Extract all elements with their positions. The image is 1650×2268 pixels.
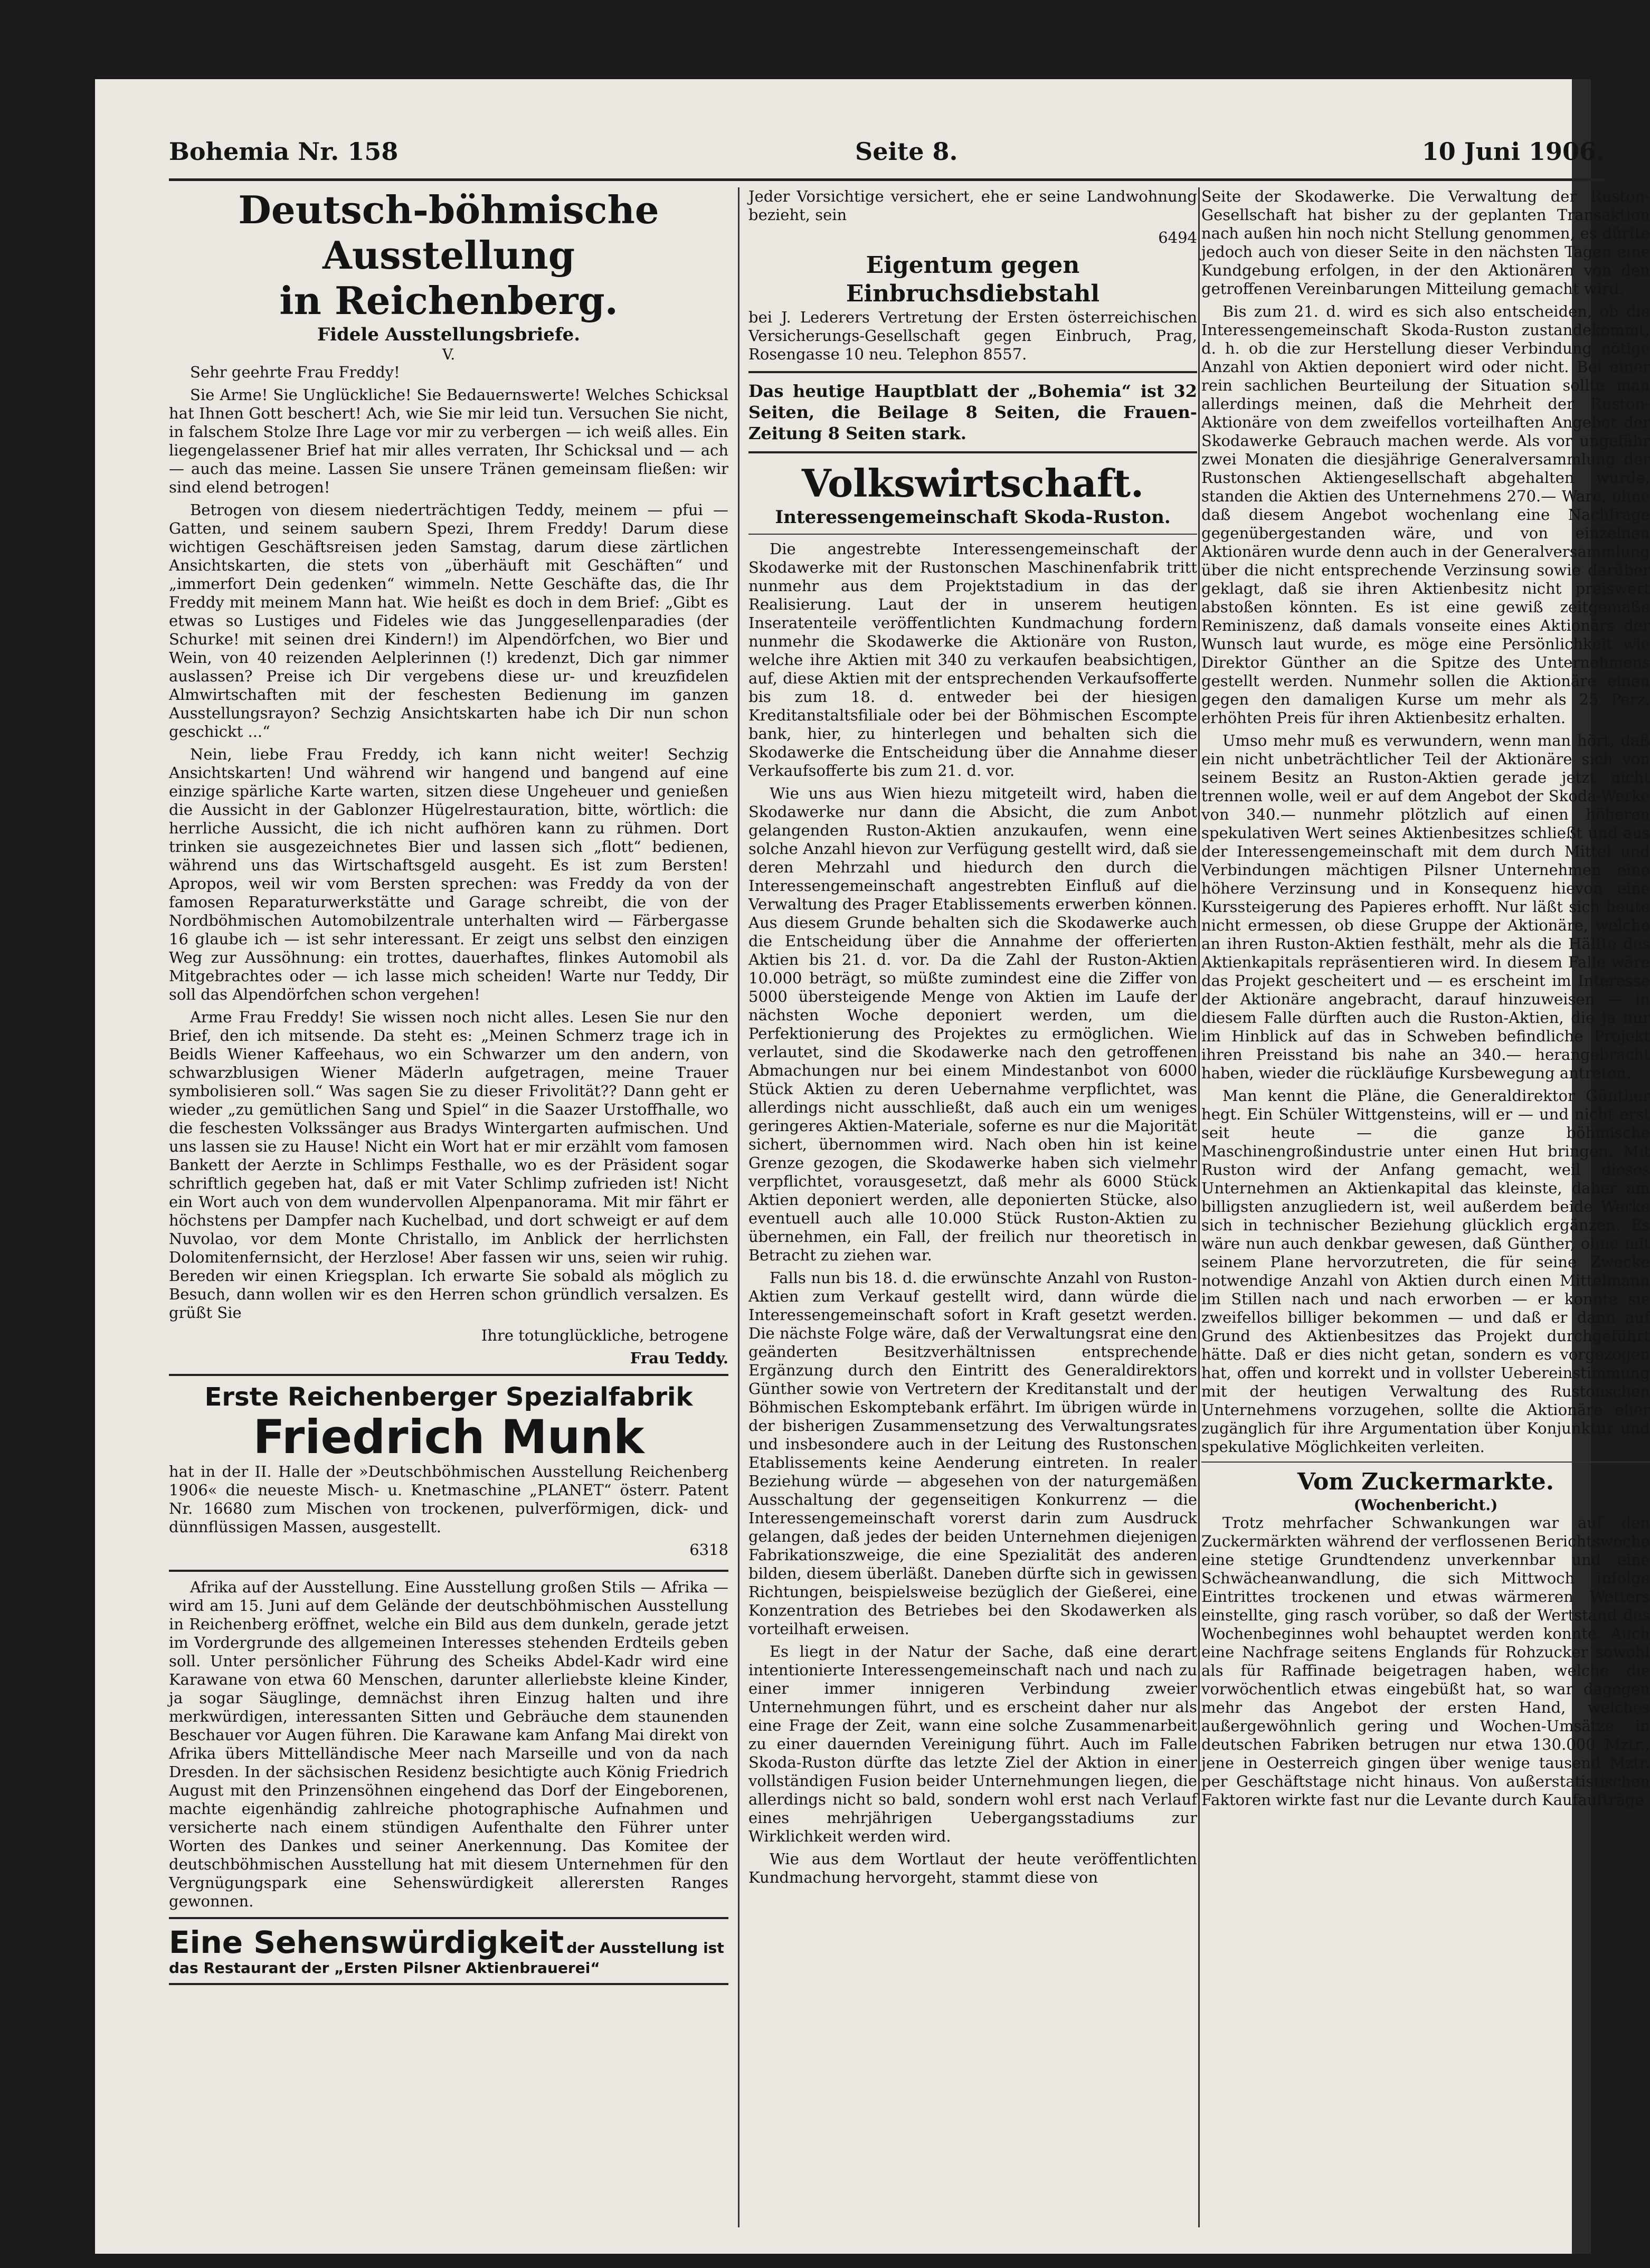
ad-restaurant-headline: Eine Sehenswürdigkeit <box>169 1924 564 1960</box>
masthead-rule <box>169 178 1605 181</box>
paragraph: Wie uns aus Wien hiezu mitgeteilt wird, haben die Skodawerke nur dann die Absicht, die zum Anbot gelangenden Ruston-Aktien anzukaufen, wenn eine solche Anzahl hievon zur Verfügung gestellt wird, daß sie deren Mehrzahl und hiedurch den durch die Interessengemeinschaft angestrebten Einfluß auf die Verwaltung des Prager Etablissements erwerben können. Aus diesem Grunde behalten sich die Skodawerke auch die Entscheidung über die Annahme der offerierten Aktien bis 21. d. vor. Da die Zahl der Ruston-Aktien 10.000 beträgt, so müßte zumindest eine die Ziffer von 5000 übersteigende Menge von Aktien im Laufe der nächsten Woche deponiert werden, um die Perfektionierung des Projektes zu ermöglichen. Wie verlautet, sind die Skodawerke nach den getroffenen Abmachungen nur bei einem Mindestanbot von 6000 Stück Aktien zu deren Uebernahme verpflichtet, was allerdings nicht ausschließt, daß auch ein um weniges geringeres Aktien-Materiale, soferne es nur die Majorität sichert, übernommen wird. Nach oben hin ist keine Grenze gezogen, die Skodawerke haben sich vielmehr verpflichtet, vorausgesetzt, daß mehr als 6000 Stück Aktien deponiert werden, alle deponierten Stücke, also eventuell auch alle 10.000 Stück Ruston-Aktien zu übernehmen, ein Fall, der freilich nur theoretisch in Betracht zu ziehen war. <box>748 784 1197 1264</box>
paragraph: Es liegt in der Natur der Sache, daß eine derart intentionierte Interessengemeinschaft nach und nach zu einer immer innigeren Verbindung zweier Unternehmungen führt, und es erscheint daher nur als eine Frage der Zeit, wann eine solche Zusammenarbeit zu einer dauernden Vereinigung führt. Auch im Falle Skoda-Ruston dürfte das letzte Ziel der Aktion in einer vollständigen Fusion beider Unternehmungen liegen, die allerdings nicht so bald, sondern wohl erst nach Verlauf eines mehrjährigen Uebergangsstadiums zur Wirklichkeit werden wird. <box>748 1643 1197 1845</box>
sugar-market-title: Vom Zuckermarkte. <box>1297 1468 1554 1495</box>
paragraph: Bis zum 21. d. wird es sich also entscheiden, ob die Interessengemeinschaft Skoda-Ruston zustandekommt, d. h. ob die zur Herstellung dieser Verbindung nötige Anzahl von Aktien deponiert wird oder nicht. Bei einer rein sachlichen Beurteilung der Situation sollte man allerdings meinen, daß die Mehrheit der Ruston-Aktionäre von dem zweifellos vorteilhaften Angebot der Skodawerke Gebrauch machen werde. Als vor ungefähr zwei Monaten die diesjährige Generalversammlung der Rustonschen Aktiengesellschaft abgehalten wurde, standen die Aktien des Unternehmens 270.— Ware, ohne daß diesem Angebot wochenlang eine Nachfrage gegenübergestanden wäre, und von einzelnen Aktionären wurde denn auch in der Generalversammlung über die nicht entsprechende Verzinsung sowie darüber geklagt, daß sie ihren Aktienbesitz nicht preiswert abstoßen könnten. Es ist eine gewiß zeitgemäße Reminiszenz, daß damals vonseite eines Aktionärs der Wunsch laut wurde, es möge eine Persönlichkeit wie Direktor Günther an die Spitze des Unternehmens gestellt werden. Nunmehr sollen die Aktionäre einen gegen den damaligen Kurse um mehr als 25 Perz. erhöhten Preis für ihren Aktienbesitz erhalten. <box>1201 302 1650 727</box>
paragraph: Sie Arme! Sie Unglückliche! Sie Bedauernswerte! Welches Schicksal hat Ihnen Gott beschert! Ach, wie Sie mir leid tun. Versuchen Sie nicht, in falschem Stolze Ihre Lage vor mir zu verbergen — ich weiß alles. Ein liegengelassener Brief hat mir alles verraten, Ihr Schicksal und — ach — auch das meine. Lassen Sie unsere Tränen gemeinsam fließen: wir sind elend betrogen! <box>169 386 728 496</box>
sugar-market-subtitle: (Wochenbericht.) <box>1353 1496 1498 1514</box>
section-title: Volkswirtschaft. <box>801 461 1144 506</box>
article-title: Interessengemeinschaft Skoda-Ruston. <box>775 507 1171 528</box>
divider <box>1201 1462 1650 1463</box>
paragraph: Trotz mehrfacher Schwankungen war auf den Zuckermärkten während der verflossenen Berichtswoche eine stetige Grundtendenz unverkennbar und eine Schwächeanwandlung, die sich Mittwoch infolge Eintrittes trockenen und etwas wärmeren Wetters einstellte, ging rasch vorüber, so daß der Wertstand des Wochenbeginnes wohl behauptet werden konnte. Auch eine Nachfrage seitens Englands für Rohzucker sowohl als für Raffinade beigetragen haben, welche die vorwöchentlich etwas eingebüßt hat, so war dagegen mehr das Angebot der ersten Hand, welches außergewöhnlich gering und Wochen-Umsätze in deutschen Fabriken betrugen nur etwa 130.000 Mztr., jene in Oesterreich gingen über wenige tausend Mztr. per Geschäftstage nicht hinaus. Von außerstatistischen Faktoren wirkte fast nur die Levante durch Kaufaufträge <box>1201 1514 1650 1809</box>
masthead-issue: Bohemia Nr. 158 <box>169 137 399 166</box>
insurance-intro: Jeder Vorsichtige versichert, ehe er seine Landwohnung bezieht, sein <box>748 187 1197 224</box>
paragraph: Nein, liebe Frau Freddy, ich kann nicht weiter! Sechzig Ansichtskarten! Und während wir hangend und bangend auf eine einzige spärliche Karte warten, sitzen diese Ungeheuer und genießen die Aussicht in der Gablonzer Hügelrestauration, bitte, wörtlich: die herrliche Aussicht, die ich nicht aufhören kann zu rühmen. Dort trinken sie ausgezeichnetes Bier und lassen sich „flott“ bedienen, während uns das Wirtschaftsgeld ausgeht. Es ist zum Bersten! Apropos, weil wir vom Bersten sprechen: was Freddy da von der famosen Reparaturwerkstätte und Garage schreibt, die von der Nordböhmischen Automobilzentrale unterhalten wird — Färbergasse 16 glaube ich — ist sehr interessant. Er zeigt uns selbst den einzigen Weg zur Aussöhnung: ein trottes, dauerhaftes, flinkes Automobil als Mitgebrachtes oder — ich lasse mich scheiden! Warte nur Teddy, Dir soll das Alpendörfchen schon vergehen! <box>169 745 728 1003</box>
column-3 <box>1201 187 1650 2227</box>
headline-exhibition: Deutsch-böhmische Ausstellung <box>238 187 659 278</box>
headline-exhibition-city: in Reichenberg. <box>279 278 618 323</box>
paragraph: Umso mehr muß es verwundern, wenn man hört, daß ein nicht unbeträchtlicher Teil der Aktionäre sich von seinem Besitz an Ruston-Aktien gerade jetzt nicht trennen wolle, weil er auf dem Angebot der Skoda-Werke von 340.— nunmehr plötzlich auf einen höheren spekulativen Wert seines Aktienbesitzes schließt und aus der Interessengemeinschaft mit dem durch Mittel und Verbindungen mächtigen Pilsner Unternehmen eine höhere Verzinsung und in Konsequenz hievon eine Kurssteigerung des Papieres erhofft. Nur läßt sich heute nicht ermessen, ob diese Gruppe der Aktionäre, welche an ihren Ruston-Aktien festhält, mehr als die Hälfte des Aktienkapitals repräsentieren wird. In diesem Falle wäre das Projekt gescheitert und — es erscheint im Interesse der Aktionäre angebracht, darauf hinzuweisen — in diesem Falle dürften auch die Ruston-Aktien, die ja nur im Hinblick auf das in Schweben befindliche Projekt ihren Preisstand bis nahe an 340.— herangebracht haben, wieder die rückläufige Kursbewegung antreten. <box>1201 732 1650 1082</box>
insurance-headline: Eigentum gegen Einbruchsdiebstahl <box>846 252 1100 307</box>
column-1 <box>169 187 728 2227</box>
signature: Frau Teddy. <box>630 1349 728 1367</box>
masthead-page: Seite 8. <box>855 137 958 166</box>
paragraph: Seite der Skodawerke. Die Verwaltung der Ruston-Gesellschaft hat bisher zu der geplanten Transaktion nach außen hin noch nicht Stellung genommen, es dürfte jedoch auch von dieser Seite in den nächsten Tagen eine Kundgebung erfolgen, in der den Aktionären von den getroffenen Vereinbarungen Mitteilung gemacht wird. <box>1201 187 1650 298</box>
ad-munk-body: hat in der II. Halle der »Deutschböhmischen Ausstellung Reichenberg 1906« die neueste Misch- u. Knetmaschine „PLANET“ österr. Patent Nr. 16680 zum Mischen von trockenen, pulverförmigen, dick- und dünnflüssigen Massen, ausgestellt. <box>169 1463 728 1536</box>
ad-munk-number: 6318 <box>689 1541 728 1559</box>
ad-munk <box>169 1374 728 1572</box>
divider <box>748 451 1197 453</box>
paragraph: Die angestrebte Interessengemeinschaft der Skodawerke mit der Rustonschen Maschinenfabrik tritt nunmehr aus dem Projektstadium in das der Realisierung. Laut der in unserem heutigen Inseratenteile veröffentlichten Kundmachung fordern nunmehr die Skodawerke die Aktionäre von Ruston, welche ihre Aktien mit 340 zu verkaufen beabsichtigen, auf, diese Aktien mit der entsprechenden Verkaufsofferte bis zum 18. d. entweder bei der hiesigen Kreditanstaltsfiliale oder bei der Böhmischen Escompte bank, hier, zu hinterlegen und behalten sich die Skodawerke die Entscheidung über die Annahme dieser Verkaufsofferte bis zum 21. d. vor. <box>748 540 1197 780</box>
ad-restaurant <box>169 1917 728 1985</box>
letter-number: V. <box>442 346 456 363</box>
divider <box>748 534 1197 535</box>
afrika-article: Afrika auf der Ausstellung. Eine Ausstellung großen Stils — Afrika — wird am 15. Juni auf dem Gelände der deutschböhmischen Ausstellung in Reichenberg eröffnet, welche ein Bild aus dem dunkeln, gerade jetzt im Vordergrunde des allgemeinen Interesses stehenden Erdteils geben soll. Unter persönlicher Führung des Scheiks Abdel-Kadr wird eine Karawane von etwa 60 Menschen, darunter allerliebste kleine Kinder, ja sogar Säuglinge, demnächst ihren Einzug halten und ihre merkwürdigen, interessanten Sitten und Gebräuche dem staunenden Beschauer vor Augen führen. Die Karawane kam Anfang Mai direkt von Afrika übers Mittelländische Meer nach Marseille und von da nach Dresden. In der sächsischen Residenz besichtigte auch König Friedrich August mit den Prinzensöhnen eingehend das Dorf der Eingeborenen, machte eigenhändig zahlreiche photographische Aufnahmen und versicherte nach einem stündigen Aufenthalte den Führer unter Worten des Dankes und seiner Anerkennung. Das Komitee der deutschböhmischen Ausstellung hat mit diesem Unternehmen für den Vergnügungspark eine Sehenswürdigkeit allerersten Ranges gewonnen. <box>169 1578 728 1910</box>
subtitle-letters: Fidele Ausstellungsbriefe. <box>317 324 581 345</box>
ad-munk-name: Friedrich Munk <box>253 1410 644 1464</box>
salutation: Sehr geehrte Frau Freddy! <box>190 363 400 381</box>
page-count-notice: Das heutige Hauptblatt der „Bohemia“ ist 32 Seiten, die Beilage 8 Seiten, die Frauen-Zeitung 8 Seiten stark. <box>748 381 1197 443</box>
divider <box>748 371 1197 373</box>
insurance-number: 6494 <box>1158 229 1197 246</box>
closing: Ihre totunglückliche, betrogene <box>481 1326 728 1344</box>
paragraph: Betrogen von diesem niederträchtigen Teddy, meinem — pfui — Gatten, und seinem saubern Spezi, Ihrem Freddy! Darum diese wichtigen Geschäftsreisen jeden Samstag, darum diese zärtlichen Ansichtskarten, die stets von „überhäuft mit Geschäften“ und „immerfort Dein gedenken“ wimmeln. Nette Geschäfte das, die Ihr Freddy mit meinem Mann hat. Wie heißt es doch in dem Brief: „Gibt es etwas so Lustiges und Fideles wie das Junggesellenparadies (der Schurke! mit seinen drei Kindern!) im Alpendörfchen, wo Bier und Wein, von 40 reizenden Aelplerinnen (!) kredenzt, Dich gar nimmer auslassen? Preise ich Dir vergebens diese ur- und kreuzfidelen Almwirtschaften mit der feschesten Bedienung im ganzen Ausstellungsrayon? Sechzig Ansichtskarten habe ich Dir nun schon geschickt ...“ <box>169 501 728 741</box>
column-rule <box>738 187 739 2227</box>
column-2 <box>748 187 1197 2227</box>
paragraph: Arme Frau Freddy! Sie wissen noch nicht alles. Lesen Sie nur den Brief, den ich mitsende. Da steht es: „Meinen Schmerz trage ich in Beidls Wiener Kaffeehaus, wo ein Schwarzer um den andern, von schwarzblusigen Wiener Mäderln aufgetragen, meine Trauer symbolisieren soll.“ Was sagen Sie zu dieser Frivolität?? Dann geht er wieder „zu gemütlichen Sang und Spiel“ in die Saazer Urstoffhalle, wo die feschesten Volkssänger aus Bradys Wintergarten aufmischen. Und uns lassen sie zu Hause! Nicht ein Wort hat er mir erzählt vom famosen Bankett der Aerzte in Schlimps Festhalle, wo es der Präsident sogar schriftlich gegeben hat, daß er mit Vater Schlimp zufrieden ist! Nicht ein Wort auch von dem wundervollen Alpenpanorama. Mit mir fährt er höchstens per Dampfer nach Kuchelbad, und dort schweigt er auf dem Nuvolao, vor dem Monte Christallo, im Anblick der herrlichsten Dolomitenfernsicht, der Herzlose! Aber fassen wir uns, seien wir ruhig. Bereden wir einen Kriegsplan. Ich erwarte Sie sobald als möglich zu Besuch, dann wollen wir es den Herren schon gründlich versalzen. Es grüßt Sie <box>169 1008 728 1322</box>
ad-restaurant-text: der Ausstellung ist das Restaurant der „Ersten Pilsner Aktienbrauerei“ <box>169 1939 724 1977</box>
ad-munk-line1: Erste Reichenberger Spezialfabrik <box>204 1382 693 1412</box>
insurance-body: bei J. Lederers Vertretung der Ersten österreichischen Versicherungs-Gesellschaft gegen Einbruch, Prag, Rosengasse 10 neu. Telephon 8557. <box>748 308 1197 363</box>
masthead-date: 10 Juni 1906. <box>1421 137 1605 166</box>
column-rule <box>1198 187 1200 2227</box>
masthead <box>169 137 1605 179</box>
paragraph: Man kennt die Pläne, die Generaldirektor Günther hegt. Ein Schüler Wittgensteins, will er — und nicht erst seit heute — die ganze böhmische Maschinengroßindustrie unter einen Hut bringen. Mit Ruston wird der Anfang gemacht, weil dieses Unternehmen an Aktienkapital das kleinste, daher am billigsten anzugliedern ist, weil außerdem beide Werke sich in technischer Beziehung glücklich ergänzen. Es wäre nun auch denkbar gewesen, daß Günther, ohne mit seinem Plane hervorzutreten, die für seine Zwecke notwendige Anzahl von Aktien durch einen Mittelmann im Stillen nach und nach erworben — er konnte sie zweifellos billiger bekommen — und daß er dann auf Grund des Aktienbesitzes das Projekt durchgeführt hätte. Daß er dies nicht getan, sondern es vorgezogen hat, offen und korrekt und in vollster Uebereinstimmung mit der heutigen Verwaltung des Rustonschen Unternehmens vorzugehen, sollte die Aktionäre eher zugänglich für ihre Argumentation über Konjunktur und spekulative Möglichkeiten verleiten. <box>1201 1087 1650 1456</box>
paragraph: Wie aus dem Wortlaut der heute veröffentlichten Kundmachung hervorgeht, stammt diese von <box>748 1850 1197 1886</box>
paragraph: Falls nun bis 18. d. die erwünschte Anzahl von Ruston-Aktien zum Verkauf gestellt wird, dann würde die Interessengemeinschaft sofort in Kraft gesetzt werden. Die nächste Folge wäre, daß der Verwaltungsrat eine den geänderten Besitzverhältnissen entsprechende Ergänzung durch den Eintritt des Generaldirektors Günther sowie von Vertretern der Kreditanstalt und der Böhmischen Eskomptebank erfährt. Im übrigen würde in der bisherigen Zusammensetzung des Verwaltungsrates und insbesondere auch in der Leitung des Rustonschen Etablissements keine Aenderung eintreten. In realer Beziehung würde — abgesehen von der naturgemäßen Ausschaltung der gegenseitigen Konkurrenz — die Interessengemeinschaft vorerst darin zum Ausdruck gelangen, daß jedes der beiden Unternehmen diejenigen Fabrikationszweige, die eine Spezialität des anderen bilden, diesem überläßt. Daneben dürfte sich in gewissen Richtungen, beispielsweise bezüglich der Gießerei, eine Konzentration des Betriebes bei den Skodawerken als vorteilhaft erweisen. <box>748 1269 1197 1638</box>
